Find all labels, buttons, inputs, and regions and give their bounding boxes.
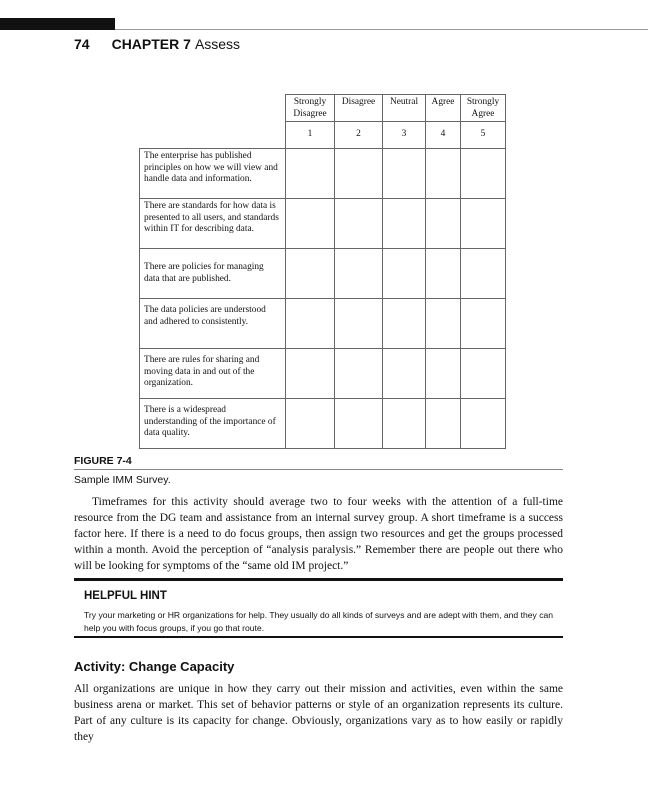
column-number: 1 bbox=[286, 122, 335, 149]
survey-row bbox=[140, 199, 506, 249]
rating-cell[interactable] bbox=[335, 149, 383, 199]
rating-cell[interactable] bbox=[426, 249, 461, 299]
rating-cell[interactable] bbox=[286, 199, 335, 249]
rating-cell[interactable] bbox=[335, 199, 383, 249]
top-bar-decoration bbox=[0, 18, 115, 30]
rating-cell[interactable] bbox=[426, 349, 461, 399]
survey-question: There are policies for managing data that are published. bbox=[140, 249, 286, 299]
survey-question: The data policies are understood and adhered to consistently. bbox=[140, 299, 286, 349]
rating-cell[interactable] bbox=[383, 149, 426, 199]
survey-question: There are standards for how data is presented to all users, and standards within IT for describing data. bbox=[140, 199, 286, 249]
rating-cell[interactable] bbox=[461, 249, 506, 299]
rating-cell[interactable] bbox=[335, 299, 383, 349]
chapter-title: Assess bbox=[194, 36, 241, 52]
survey-question: There is a widespread understanding of the importance of data quality. bbox=[140, 399, 286, 449]
rating-cell[interactable] bbox=[461, 199, 506, 249]
rating-cell[interactable] bbox=[383, 249, 426, 299]
rating-cell[interactable] bbox=[426, 149, 461, 199]
rating-cell[interactable] bbox=[286, 149, 335, 199]
rating-cell[interactable] bbox=[383, 399, 426, 449]
rating-cell[interactable] bbox=[461, 299, 506, 349]
column-header: Agree bbox=[426, 95, 461, 122]
page-header bbox=[74, 36, 240, 52]
column-header: Strongly Disagree bbox=[286, 95, 335, 122]
rating-cell[interactable] bbox=[286, 299, 335, 349]
hint-body: Try your marketing or HR organizations for help. They usually do all kinds of surveys and are adept with them, and they can help you with focus groups, if you go that route. bbox=[84, 610, 554, 633]
survey-row bbox=[140, 149, 506, 199]
survey-question: The enterprise has published principles on how we will view and handle data and information. bbox=[140, 149, 286, 199]
rating-cell[interactable] bbox=[426, 399, 461, 449]
chapter-label: CHAPTER 7 bbox=[111, 36, 191, 52]
survey-table bbox=[139, 94, 506, 449]
body-paragraph: All organizations are unique in how they carry out their mission and activities, even within the same business arena or market. This set of behavior patterns or style of an organization represents its culture. Part of any culture is its capacity for change. Obviously, organizations vary as to how easily or rapidly they bbox=[74, 683, 563, 743]
survey-row bbox=[140, 249, 506, 299]
rating-cell[interactable] bbox=[286, 399, 335, 449]
section-heading: Activity: Change Capacity bbox=[74, 659, 235, 674]
survey-row bbox=[140, 399, 506, 449]
rating-cell[interactable] bbox=[426, 199, 461, 249]
column-header: Neutral bbox=[383, 95, 426, 122]
rating-cell[interactable] bbox=[383, 299, 426, 349]
survey-row bbox=[140, 299, 506, 349]
figure-rule bbox=[74, 469, 563, 470]
rating-cell[interactable] bbox=[286, 249, 335, 299]
column-header: Strongly Agree bbox=[461, 95, 506, 122]
hint-top-rule bbox=[74, 578, 563, 581]
survey-question: There are rules for sharing and moving data in and out of the organization. bbox=[140, 349, 286, 399]
survey-row bbox=[140, 349, 506, 399]
rating-cell[interactable] bbox=[461, 349, 506, 399]
column-number: 5 bbox=[461, 122, 506, 149]
rating-cell[interactable] bbox=[335, 249, 383, 299]
rating-cell[interactable] bbox=[286, 349, 335, 399]
rating-cell[interactable] bbox=[383, 199, 426, 249]
rating-cell[interactable] bbox=[335, 399, 383, 449]
rating-cell[interactable] bbox=[335, 349, 383, 399]
column-number: 2 bbox=[335, 122, 383, 149]
column-number: 4 bbox=[426, 122, 461, 149]
figure-label: FIGURE 7-4 bbox=[74, 455, 132, 467]
hint-title: HELPFUL HINT bbox=[84, 590, 167, 602]
rating-cell[interactable] bbox=[426, 299, 461, 349]
rating-cell[interactable] bbox=[461, 399, 506, 449]
body-paragraph: Timeframes for this activity should average two to four weeks with the attention of a full-time resource from the DG team and assistance from an internal survey group. A short timeframe is a success factor here. If there is a need to do focus groups, then assign two resources and get the groups processed within a month. Avoid the perception of “analysis paralysis.” Remember there are people out there who will be looking for symptoms of the “same old IM project.” bbox=[74, 496, 563, 572]
figure-caption: Sample IMM Survey. bbox=[74, 474, 171, 486]
column-number: 3 bbox=[383, 122, 426, 149]
rating-cell[interactable] bbox=[383, 349, 426, 399]
survey-number-row bbox=[140, 122, 506, 149]
rating-cell[interactable] bbox=[461, 149, 506, 199]
hint-bottom-rule bbox=[74, 636, 563, 638]
page-number: 74 bbox=[74, 36, 90, 52]
top-rule bbox=[115, 29, 648, 30]
survey-header-row bbox=[140, 95, 506, 122]
column-header: Disagree bbox=[335, 95, 383, 122]
